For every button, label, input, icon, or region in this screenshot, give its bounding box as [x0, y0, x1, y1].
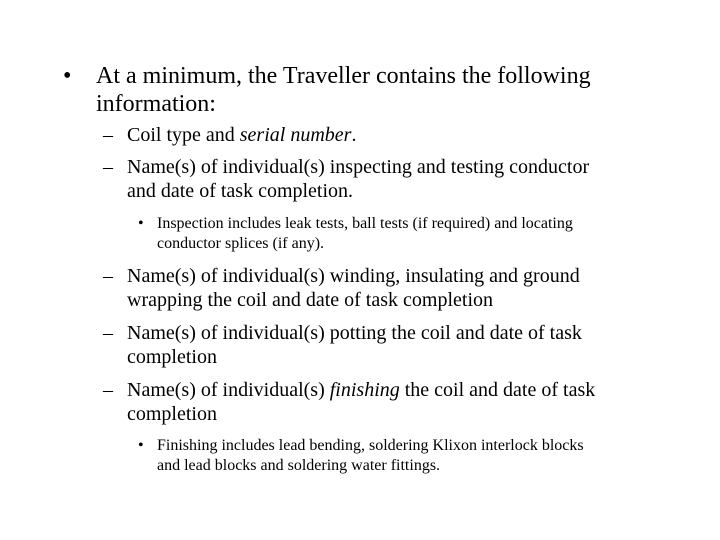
intro-line-2: information:: [96, 91, 216, 117]
coil-type-item: [127, 123, 356, 147]
dash-bullet: –: [103, 156, 113, 178]
winding-line-2: wrapping the coil and date of task completion: [127, 289, 494, 311]
dash-bullet: –: [103, 322, 113, 344]
finishing-line-1: [127, 378, 595, 402]
dash-bullet: –: [103, 379, 113, 401]
intro-line-1: At a minimum, the Traveller contains the following: [96, 63, 591, 89]
intro-text: [96, 62, 591, 118]
inspecting-line-2: and date of task completion.: [127, 180, 354, 202]
potting-line-2: completion: [127, 346, 217, 368]
finishing-line-2: completion: [127, 403, 217, 425]
potting-item: [127, 321, 582, 369]
inspection-note: [157, 214, 573, 254]
bullet-level3: •: [138, 437, 144, 454]
winding-item: [127, 264, 580, 312]
dash-bullet: –: [103, 124, 113, 146]
finishing-note-line-1: Finishing includes lead bending, soldering Klixon interlock blocks: [157, 437, 584, 454]
inspection-note-line-2: conductor splices (if any).: [157, 235, 325, 252]
finishing-prefix: Name(s) of individual(s): [127, 379, 330, 401]
finishing-italic: finishing: [329, 379, 400, 401]
coil-type-suffix: .: [351, 124, 357, 146]
finishing-note: [157, 436, 584, 476]
finishing-note-line-2: and lead blocks and soldering water fittings.: [157, 457, 441, 474]
coil-type-prefix: Coil type and: [127, 124, 240, 146]
finishing-suffix: the coil and date of task: [399, 379, 596, 401]
inspecting-line-1: Name(s) of individual(s) inspecting and testing conductor: [127, 156, 590, 178]
serial-number-italic: serial number: [239, 124, 352, 146]
inspection-note-line-1: Inspection includes leak tests, ball tests (if required) and locating: [157, 215, 573, 232]
winding-line-1: Name(s) of individual(s) winding, insulating and ground: [127, 265, 580, 287]
bullet-level1: •: [63, 63, 72, 89]
inspecting-item: [127, 155, 589, 203]
finishing-item: [127, 378, 595, 426]
potting-line-1: Name(s) of individual(s) potting the coil and date of task: [127, 322, 582, 344]
dash-bullet: –: [103, 265, 113, 287]
bullet-level3: •: [138, 215, 144, 232]
